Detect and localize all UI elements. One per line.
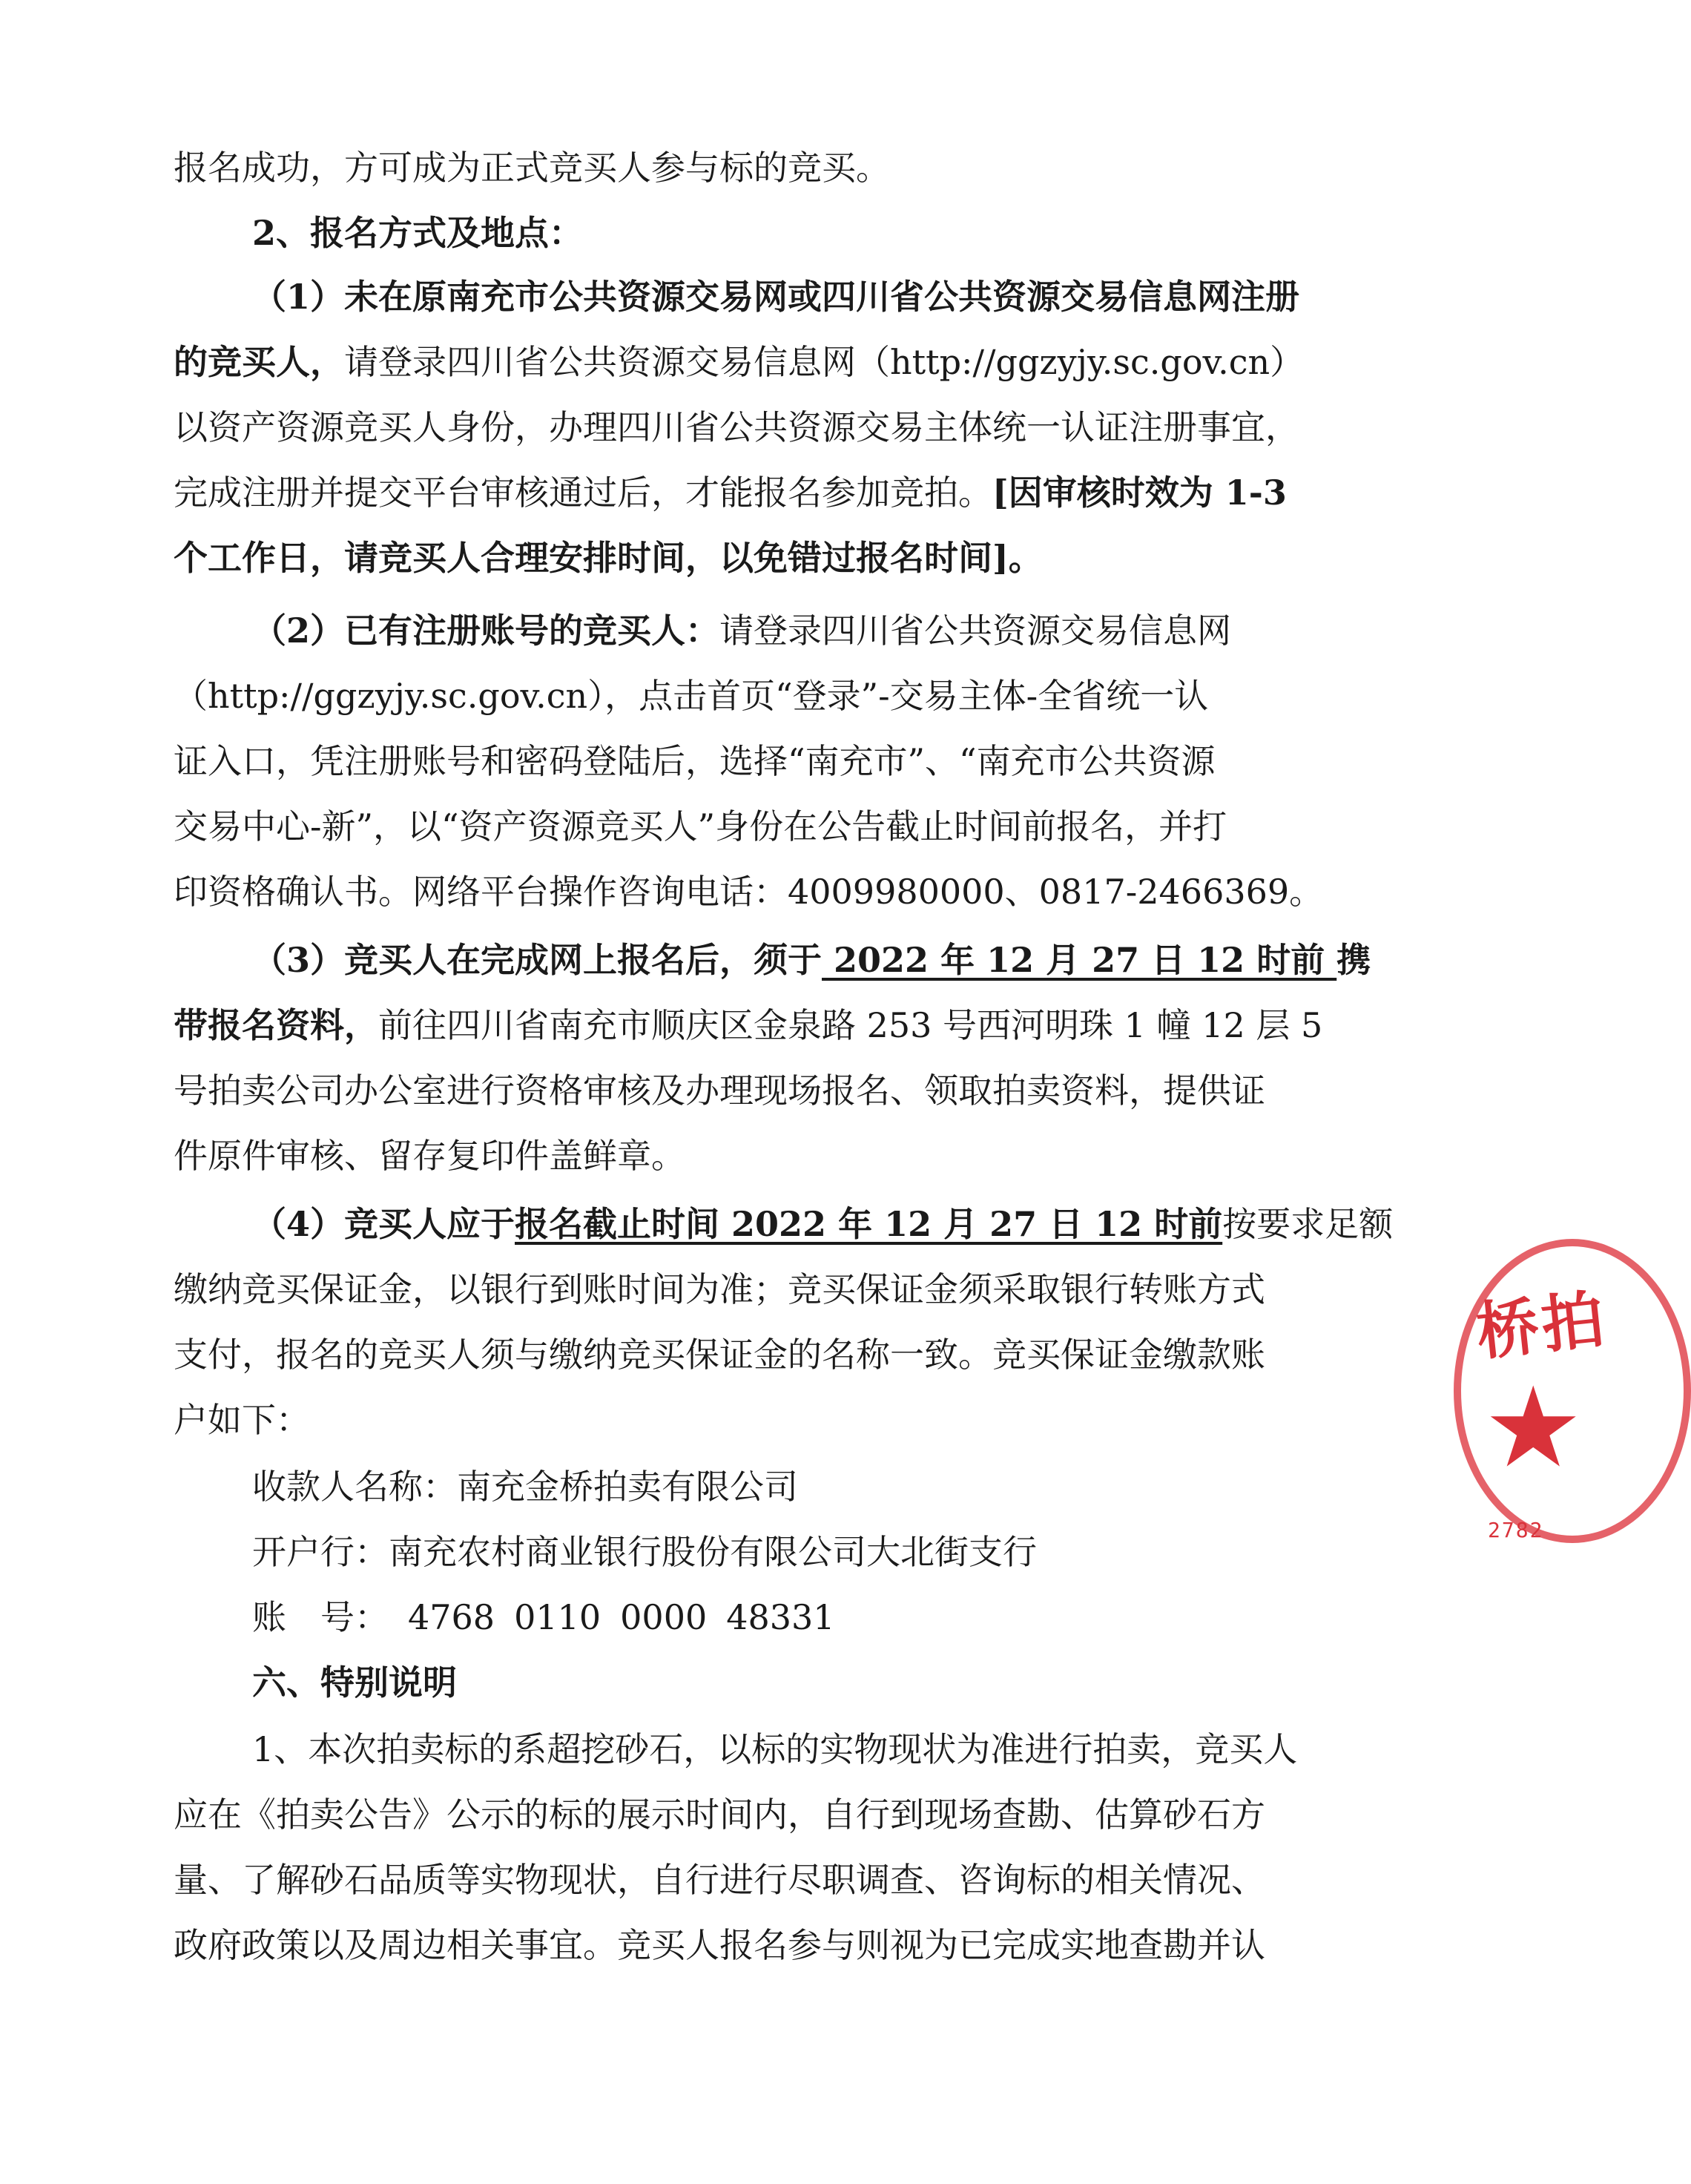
company-seal	[1454, 1224, 1632, 1580]
bold-text: （3）竞买人在完成网上报名后，须于	[252, 940, 823, 980]
paragraph-line: 政府政策以及周边相关事宜。竞买人报名参与则视为已完成实地查勘并认	[174, 1925, 1265, 1965]
account-label: 账 号：	[252, 1597, 389, 1637]
paragraph-line: 应在《拍卖公告》公示的标的展示时间内，自行到现场查勘、估算砂石方	[174, 1795, 1265, 1835]
paragraph-line: 户如下：	[174, 1400, 310, 1440]
paragraph-line: 支付，报名的竞买人须与缴纳竞买保证金的名称一致。竞买保证金缴款账	[174, 1335, 1265, 1375]
account-part: 0000	[620, 1597, 708, 1637]
text-span: 按要求足额	[1222, 1204, 1394, 1244]
account-part: 48331	[726, 1597, 835, 1637]
paragraph-line	[174, 340, 1375, 384]
text-span: 前往四川省南充市顺庆区金泉路 253 号西河明珠 1 幢 12 层 5	[378, 1005, 1323, 1045]
account-number	[252, 1595, 1454, 1639]
bold-text: 的竞买人，	[174, 342, 344, 382]
text-span: 请登录四川省公共资源交易信息网（http://ggzyjy.sc.gov.cn）	[344, 342, 1305, 382]
seal-text: 桥拍	[1472, 1282, 1611, 1369]
section-heading: 六、特别说明	[252, 1662, 457, 1703]
account-part: 4768	[408, 1597, 495, 1637]
bank-name: 开户行：南充农村商业银行股份有限公司大北街支行	[252, 1532, 1037, 1572]
section-heading: 2、报名方式及地点：	[252, 213, 584, 253]
paragraph-line	[252, 608, 1454, 653]
paragraph-line: 1、本次拍卖标的系超挖砂石，以标的实物现状为准进行拍卖，竞买人	[252, 1729, 1298, 1769]
paragraph-line: 缴纳竞买保证金，以银行到账时间为准；竞买保证金须采取银行转账方式	[174, 1269, 1265, 1309]
paragraph-line: 交易中心-新”，以“资产资源竞买人”身份在公告截止时间前报名，并打	[174, 806, 1227, 846]
paragraph-line: 量、了解砂石品质等实物现状，自行进行尽职调查、咨询标的相关情况、	[174, 1860, 1265, 1900]
underlined-date: 2022 年 12 月 27 日 12 时前	[822, 940, 1337, 980]
paragraph-line	[252, 1202, 1454, 1246]
text-span: 完成注册并提交平台审核通过后，才能报名参加竞拍。	[174, 473, 992, 513]
bold-text: 携	[1336, 940, 1371, 980]
paragraph-line: 报名成功，方可成为正式竞买人参与标的竞买。	[174, 148, 890, 188]
bold-text: （2）已有注册账号的竞买人：	[252, 611, 720, 651]
paragraph-line: 证入口，凭注册账号和密码登陆后，选择“南充市”、“南充市公共资源	[174, 741, 1216, 781]
bold-text: [因审核时效为 1-3	[992, 473, 1287, 513]
underlined-deadline: 报名截止时间 2022 年 12 月 27 日 12 时前	[515, 1204, 1223, 1244]
paragraph-line: （http://ggzyjy.sc.gov.cn），点击首页“登录”-交易主体-全省统一认	[174, 676, 1209, 716]
paragraph-line	[252, 938, 1454, 982]
bold-text: （4）竞买人应于	[252, 1204, 515, 1244]
paragraph-line: （1）未在原南充市公共资源交易网或四川省公共资源交易信息网注册	[252, 277, 1300, 317]
paragraph-line: 件原件审核、留存复印件盖鲜章。	[174, 1136, 685, 1176]
seal-number: 2782	[1488, 1518, 1544, 1542]
bold-text: 带报名资料，	[174, 1005, 378, 1045]
paragraph-line	[174, 1003, 1375, 1047]
paragraph-line: 号拍卖公司办公室进行资格审核及办理现场报名、领取拍卖资料，提供证	[174, 1070, 1265, 1111]
payee-name: 收款人名称：南充金桥拍卖有限公司	[252, 1467, 798, 1507]
paragraph-line	[174, 470, 1375, 515]
text-span: 请登录四川省公共资源交易信息网	[719, 611, 1232, 651]
account-part: 0110	[514, 1597, 601, 1637]
paragraph-line: 以资产资源竞买人身份，办理四川省公共资源交易主体统一认证注册事宜，	[174, 407, 1299, 447]
paragraph-line: 印资格确认书。网络平台操作咨询电话：4009980000、0817-2466369。	[174, 872, 1324, 912]
paragraph-line: 个工作日，请竞买人合理安排时间，以免错过报名时间]。	[174, 538, 1043, 578]
seal-star-icon: ★	[1483, 1364, 1583, 1493]
